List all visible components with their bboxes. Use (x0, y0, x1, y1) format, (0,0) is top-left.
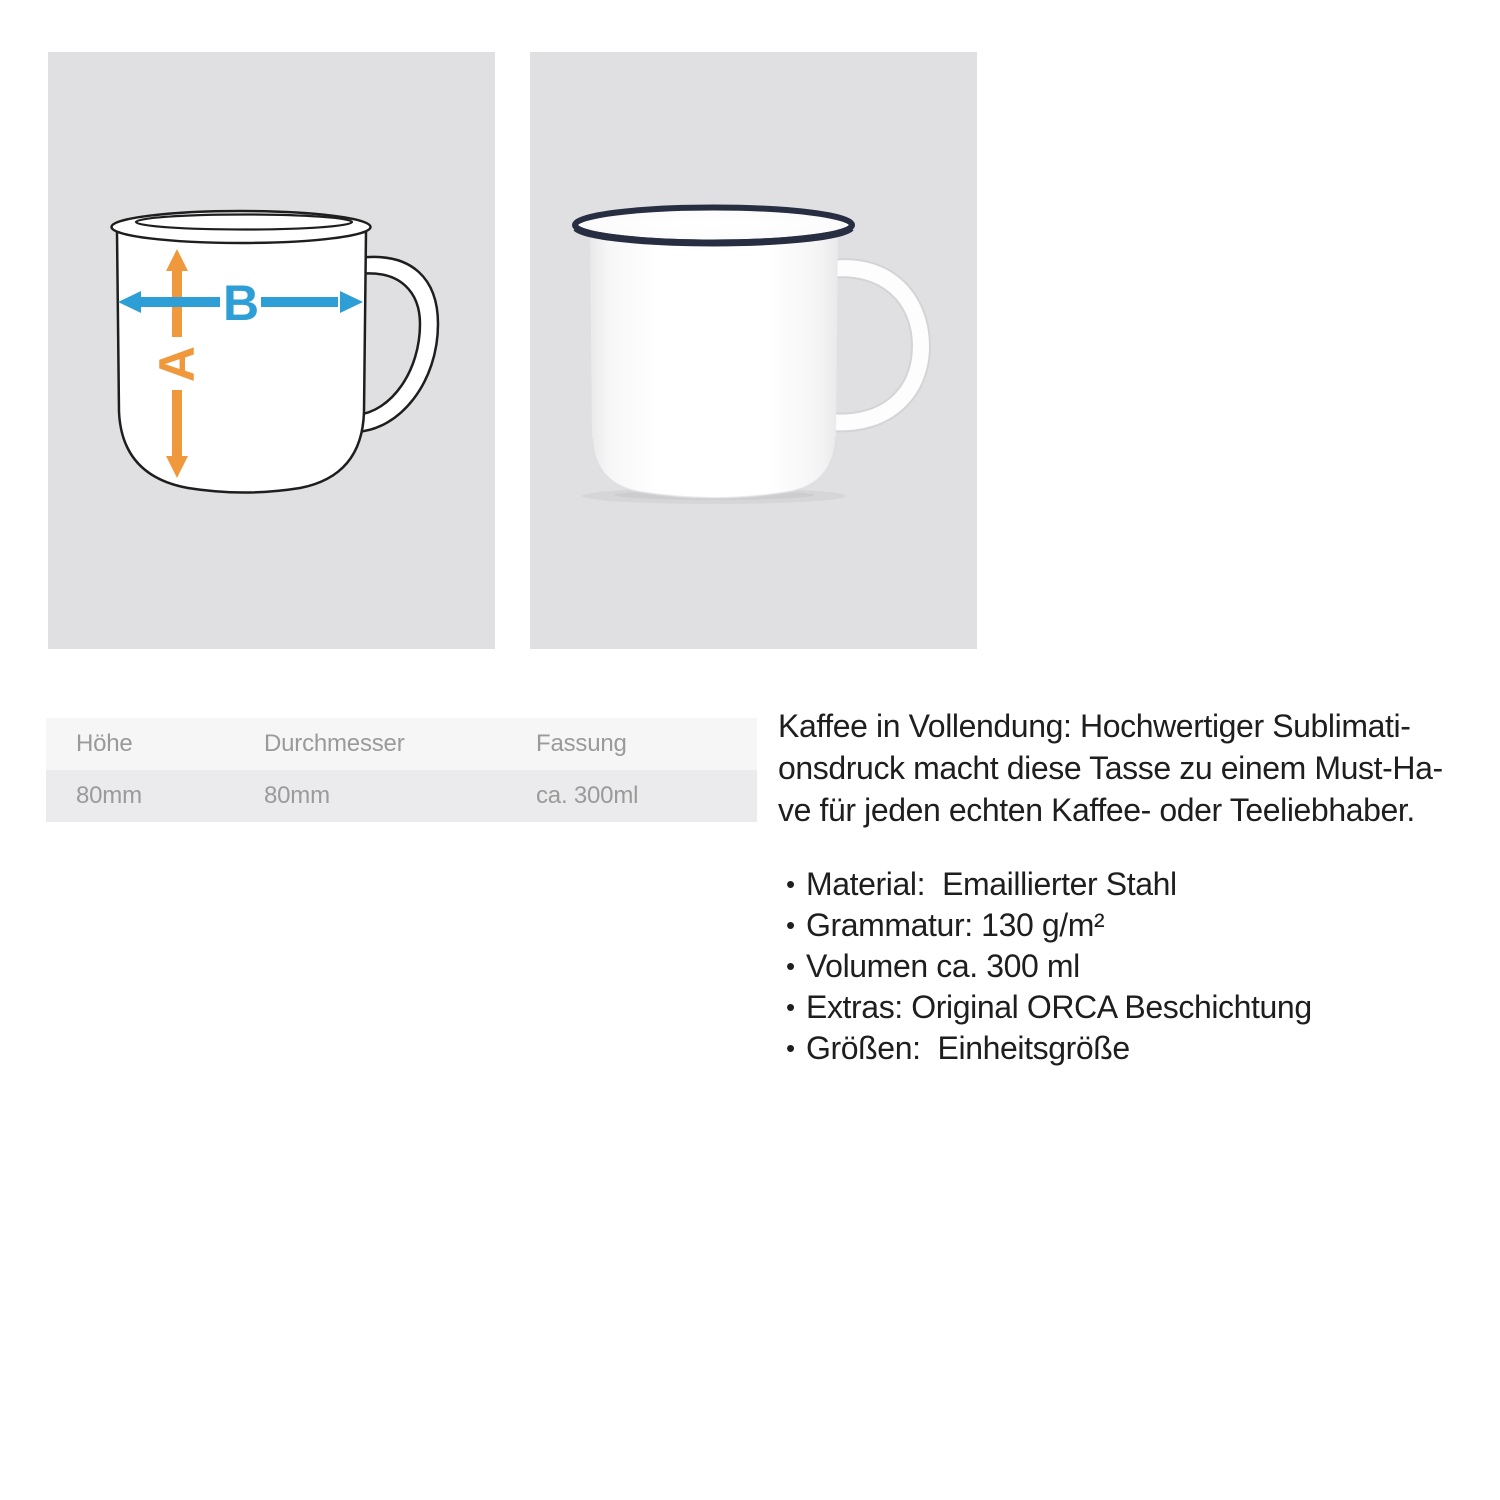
bullet-icon: • (786, 910, 795, 940)
description-paragraph (778, 705, 1478, 831)
spec-table-header-row (46, 718, 757, 770)
detail-volumen: Volumen ca. 300 ml (806, 948, 1080, 984)
bullet-icon: • (786, 869, 795, 899)
description-line: onsdruck macht diese Tasse zu einem Must-Ha- (778, 750, 1443, 786)
height-label-a: A (149, 345, 205, 383)
spec-value-durchmesser: 80mm (264, 782, 330, 809)
bullet-icon: • (786, 992, 795, 1022)
spec-table (46, 718, 757, 822)
detail-extras: Extras: Original ORCA Beschichtung (806, 989, 1312, 1025)
spec-header-hoehe: Höhe (76, 730, 133, 757)
spec-table-value-row (46, 770, 757, 822)
detail-groessen: Größen: Einheitsgröße (806, 1030, 1130, 1066)
mug-dimension-diagram (48, 52, 495, 649)
list-item (778, 946, 1478, 987)
bullet-icon: • (786, 951, 795, 981)
list-item (778, 864, 1478, 905)
description-line: Kaffee in Vollendung: Hochwertiger Sublimati- (778, 708, 1411, 744)
detail-material: Material: Emaillierter Stahl (806, 866, 1177, 902)
description-line: ve für jeden echten Kaffee- oder Teeliebhaber. (778, 792, 1415, 828)
product-details-list (778, 864, 1478, 1069)
size-diagram-panel (48, 52, 495, 649)
detail-grammatur: Grammatur: 130 g/m² (806, 907, 1105, 943)
enamel-mug-photo (530, 52, 977, 649)
list-item (778, 905, 1478, 946)
bullet-icon: • (786, 1033, 795, 1063)
spec-value-fassung: ca. 300ml (536, 782, 639, 809)
diameter-label-b: B (222, 275, 260, 331)
spec-header-fassung: Fassung (536, 730, 627, 757)
list-item (778, 987, 1478, 1028)
list-item (778, 1028, 1478, 1069)
spec-value-hoehe: 80mm (76, 782, 142, 809)
spec-header-durchmesser: Durchmesser (264, 730, 405, 757)
product-description (778, 705, 1478, 1069)
product-photo-panel (530, 52, 977, 649)
